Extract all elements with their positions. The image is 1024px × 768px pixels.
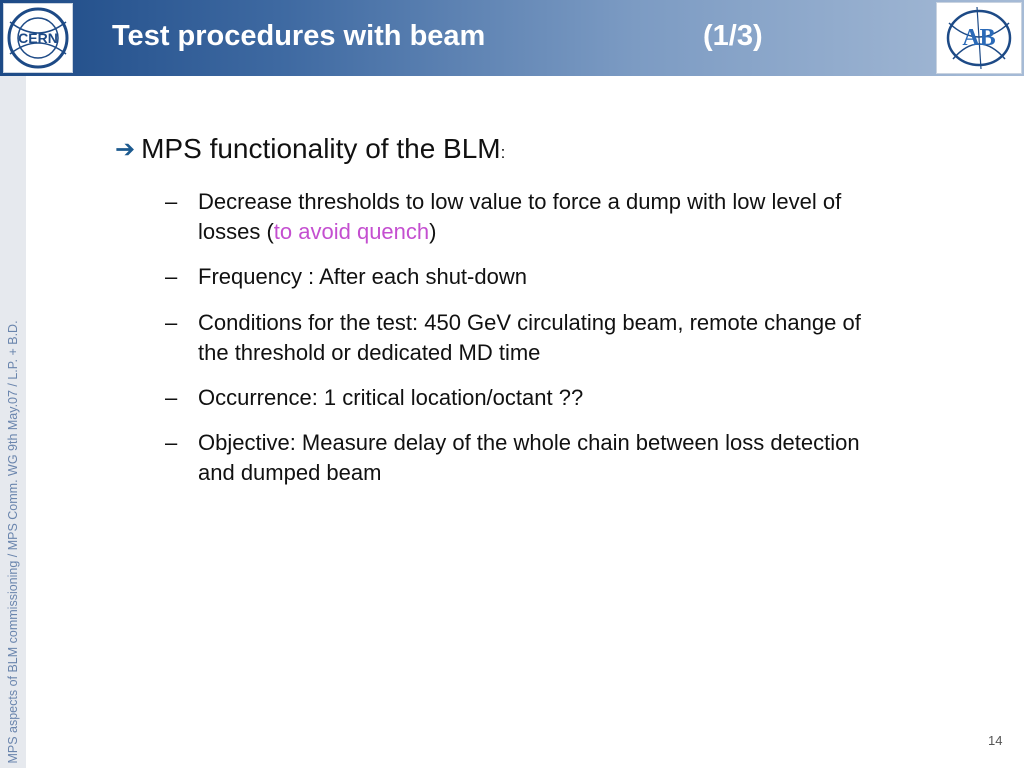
arrow-right-icon: ➔ — [115, 136, 136, 163]
cern-logo-icon — [4, 4, 72, 72]
dash-marker: – — [165, 385, 178, 410]
ab-logo-text: AB — [962, 25, 996, 51]
sub-bullet-text: Frequency : After each shut-down — [198, 264, 527, 289]
main-bullet-colon: : — [500, 143, 506, 162]
ab-logo — [936, 2, 1022, 74]
sub-bullet-text-post: ) — [429, 219, 437, 244]
slide-title: Test procedures with beam — [112, 20, 486, 52]
sub-bullet-text: Occurrence: 1 critical location/octant ?? — [198, 385, 584, 410]
footer-sidebar — [0, 76, 26, 768]
dash-marker: – — [165, 189, 178, 214]
dash-marker: – — [165, 264, 178, 289]
sub-bullet-text: Conditions for the test: 450 GeV circulating beam, remote change of the threshold or dedicated MD time — [198, 310, 861, 365]
ab-logo-icon — [937, 3, 1021, 73]
sub-bullet-text — [198, 187, 888, 247]
cern-logo — [3, 3, 73, 73]
sub-bullet-text: Objective: Measure delay of the whole chain between loss detection and dumped beam — [198, 430, 860, 485]
dash-marker: – — [165, 430, 178, 455]
cern-logo-text: CERN — [18, 30, 58, 46]
slide-page-indicator: (1/3) — [703, 20, 763, 52]
dash-marker: – — [165, 310, 178, 335]
page-number: 14 — [988, 733, 1003, 748]
sub-bullet-text-pre: Decrease thresholds to low value to force a dump with low level of losses ( — [198, 189, 842, 244]
main-bullet — [115, 133, 505, 165]
header-bar — [0, 0, 1024, 76]
footer-text: MPS aspects of BLM commissioning / MPS Comm. WG 9th May.07 / L.P. + B.D. — [6, 320, 20, 764]
highlight-text: to avoid quench — [273, 219, 430, 244]
main-bullet-text: MPS functionality of the BLM — [141, 133, 501, 164]
